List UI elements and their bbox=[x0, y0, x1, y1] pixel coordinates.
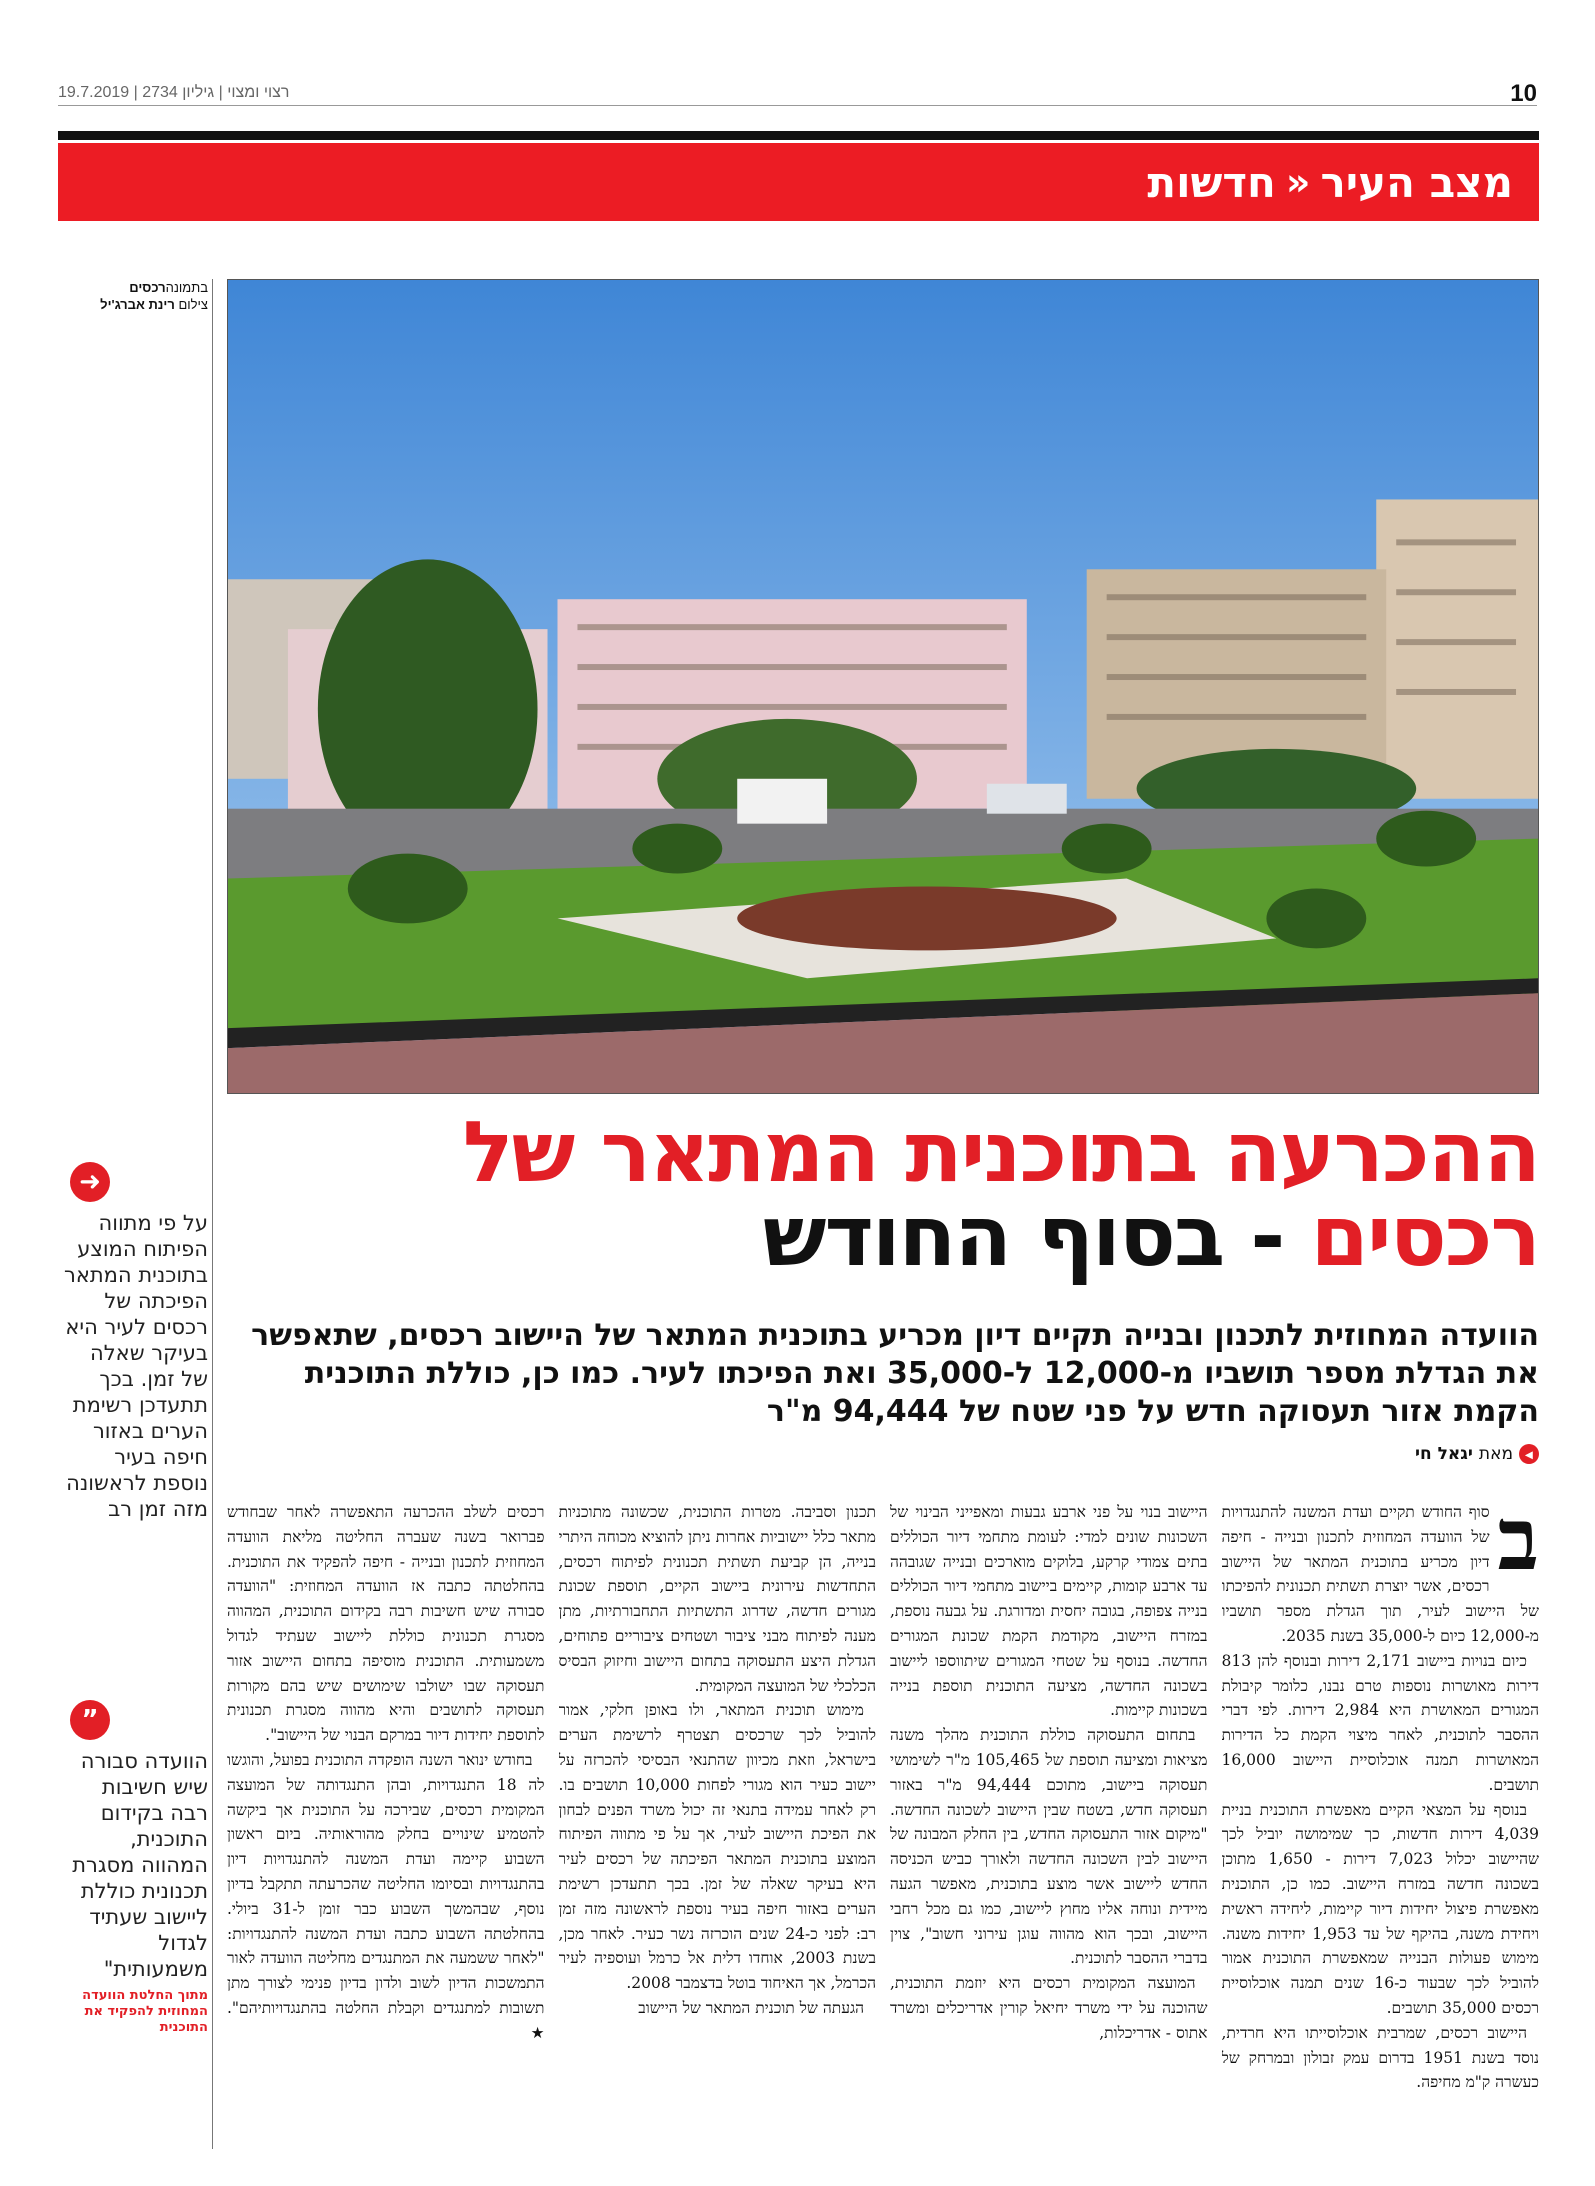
arrow-icon: ◂ bbox=[1519, 1444, 1539, 1464]
sidebar-quote-2 bbox=[58, 1700, 208, 2036]
section-sub: חדשות bbox=[1147, 157, 1276, 207]
photo-credit bbox=[58, 279, 208, 313]
column-divider bbox=[212, 279, 213, 2149]
headline-line1: ההכרעה בתוכנית המתאר של bbox=[462, 1103, 1539, 1201]
article-column-1 bbox=[1222, 1500, 1540, 2150]
subhead: הוועדה המחוזית לתכנון ובנייה תקיים דיון מכריע בתוכנית המתאר של היישוב רכסים, שתאפשר את הגדלת מספר תושביו מ-12,000 ל-35,000 ואת הפיכתו לעיר. כמו כן, כוללת התוכנית הקמת אזור תעסוקה חדש על פני שטח של 94,444 מ"ר bbox=[251, 1318, 1539, 1429]
paragraph: סוף החודש תקיים ועדת המשנה להתנגדויות של הוועדה המחוזית לתכנון ובנייה - חיפה דיון מכריע בתוכנית המתאר של היישוב רכסים, אשר יוצרת תשתית תכנונית להפיכתו של היישוב לעיר, תוך הגדלת מספר תושביו מ-12,000 כיום ל-35,000 בשנת 2035. bbox=[1221, 1503, 1539, 1645]
paragraph: היישוב רכסים, שמרבית אוכלוסייתו היא חרדית, נוסד בשנת 1951 בדרום עמק זבולון ובמרחק של כעשרה ק"מ מחיפה. bbox=[1221, 2023, 1539, 2092]
paragraph: תכנון וסביבה. מטרות התוכנית, שכשונה מתוכניות מתאר כלל יישוביות אחרות ניתן להוציא מכוחה היתרי בנייה, הן קביעת תשתית תכנונית לפיתוח רכסים, התחדשות עירונית ביישוב הקיים, תוספת שכונת מגורים חדשה, שדרוג התשתיות התחבורתיות, מתן מענה לפיתוח מבני ציבור ושטחים ציבוריים פתוחים, הגדלת היצע התעסוקה בתחום היישוב וחיזוק הבסיס הכלכלי של המועצה המקומית. bbox=[558, 1503, 876, 1695]
drop-cap: ב bbox=[1497, 1500, 1539, 1590]
section-top-rule bbox=[58, 131, 1539, 140]
chevrons-icon: « bbox=[1285, 160, 1311, 204]
article-body bbox=[227, 1500, 1539, 2150]
article-column-4 bbox=[227, 1500, 545, 2150]
article-column-2 bbox=[890, 1500, 1208, 2150]
photographer-label: צילום bbox=[178, 297, 208, 312]
byline-author: יגאל חי bbox=[1415, 1444, 1473, 1464]
byline-by: מאת bbox=[1478, 1444, 1513, 1464]
top-rule bbox=[58, 80, 1537, 106]
byline bbox=[1415, 1444, 1539, 1464]
credit-label: בתמונה bbox=[165, 280, 208, 295]
headline-line2-black: - בסוף החודש bbox=[762, 1187, 1284, 1285]
sidebar-quote-1 bbox=[58, 1162, 208, 1522]
folio: רצוי ומצוי | גיליון 2734 | 19.7.2019 bbox=[58, 84, 290, 101]
arrow-circle-icon: ➜ bbox=[70, 1162, 110, 1202]
paragraph: היישוב בנוי על פני ארבע גבעות ומאפייני הבינוי של השכונות שונים למדי: לעומת מתחמי דיור הכוללים בתים צמודי קרקע, בלוקים מוארכים ובנייה שגובהה עד ארבע קומות, קיימים ביישוב מתחמי דיור הכוללים בנייה צפופה, בגובה יחסית ומדורגת. על גבעה נוספת, במזרח היישוב, מקודמת הקמת שכונת המגורים החדשה. בנוסף על שטחי המגורים שיתווספו ליישוב בשכונה החדשה, מציעה התוכנית תוספת בנייה בשכונות קיימות. bbox=[890, 1503, 1208, 1720]
sidebar-quote-2-text: הוועדה סבורה שיש חשיבות רבה בקידום התוכנית, המהווה מסגרת תכנונית כוללת ליישוב שעתיד לגדול משמעותית" bbox=[72, 1749, 208, 1981]
headline-line2-red: רכסים bbox=[1310, 1187, 1539, 1285]
paragraph: כיום בנויות ביישוב 2,171 דירות ובנוסף להן 813 דירות מאושרות נוספות טרם נבנו, כלומר קיבולת המגורים המאושרת היא 2,984 דירות. לפי דברי ההסבר לתוכנית, לאחר מיצוי הקמת כל הדירות המאושרות תמנה אוכלוסיית היישוב 16,000 תושבים. bbox=[1221, 1651, 1539, 1794]
page-number: 10 bbox=[1510, 80, 1537, 107]
paragraph: המועצה המקומית רכסים היא יוזמת התוכנית, שהוכנה על ידי משרד יחיאל קורין אדריכלים ומשרד אתוס - אדריכלות, bbox=[890, 1974, 1208, 2042]
quote-mark-icon: ” bbox=[70, 1700, 110, 1740]
paragraph: בתחום התעסוקה כוללת התוכנית מהלך משנה מציאות ומציעה תוספת של 105,465 מ"ר לשימושי תעסוקה ביישוב, מתוכם 94,444 מ"ר באזור תעסוקה חדש, בשטח שבין היישוב לשכונה החדשה. "מיקום אזור התעסוקה החדש, בין החלק המבונה של היישוב לבין השכונה החדשה ולאורך כביש הכניסה החדש ליישוב אשר מוצע בתוכנית, מאפשר הגעה מיידית ונוחה אליו מחוץ ליישוב, כמו גם מכל רחבי היישוב, ובכך הוא מהווה עוגן עירוני חשוב", צוין בדברי ההסבר לתוכנית. bbox=[890, 1726, 1208, 1968]
paragraph: הגעתה של תוכנית המתאר של היישוב bbox=[638, 1998, 864, 2017]
sidebar-quote-2-source: מתוך החלטת הוועדה המחוזית להפקיד את התוכנית bbox=[82, 1988, 208, 2035]
section-name: מצב העיר bbox=[1320, 157, 1513, 207]
article-photo bbox=[227, 279, 1539, 1094]
credit-subject: רכסים bbox=[129, 280, 166, 295]
photo-illustration bbox=[228, 280, 1538, 1093]
paragraph: מימוש תוכנית המתאר, ולו באופן חלקי, אמור להוביל לכך שרכסים תצטרף לרשימת הערים בישראל, וזאת מכיוון שהתנאי הבסיסי להכרזה על יישוב כעיר הוא מגורי לפחות 10,000 תושבים בו. רק לאחר עמידה בתנאי זה יכול משרד הפנים לבחון את הפיכת היישוב לעיר, אך על פי מתווה הפיתוח המוצע בתוכנית המתאר הפיכתה של רכסים לעיר היא בעיקר שאלה של זמן. בכך תתעדכן רשימת הערים באזור חיפה בעיר נוספת לראשונה מזה זמן רב: לפני כ-24 שנים הוכרזה נשר כעיר. לאחר מכן, בשנת 2003, אוחדו דלית אל כרמל ועוספיה לעיר הכרמל, אך האיחוד בוטל בדצמבר 2008. bbox=[558, 1701, 876, 1993]
paragraph: רכסים לשלב ההכרעה התאפשרה לאחר שבחודש פברואר בשנה שעברה החליטה מליאת הוועדה המחוזית לתכנון ובנייה - חיפה להפקיד את התוכנית. בהחלטתה כתבה אז הוועדה המחוזית: "הוועדה סבורה שיש חשיבות רבה בקידום התוכנית, המהווה מסגרת תכנונית כוללת ליישוב שעתיד לגדול משמעותית. התוכנית מוסיפה בתחום היישוב אזור תעסוקה שבו ישולבו שימושים שיש בהם מקורות תעסוקה לתושבים והיא מהווה מסגרת תכנונית לתוספת יחידות דיור במרקם הבנוי של היישוב". bbox=[227, 1503, 545, 1745]
paragraph: בנוסף על המצאי הקיים מאפשרת התוכנית בניית 4,039 דירות חדשות, כך שמימושה יוביל לכך שהיישוב יכלול 7,023 דירות - 1,650 מתוכן בשכונה חדשה במזרח היישוב. כמו כן, התוכנית מאפשרת פיצול יחידות דיור קיימות, ליחידה ראשית ויחידת משנה, בהיקף של עד 1,953 יחידות משנה. מימוש פעולות הבנייה שמאפשרת התוכנית אמור להוביל לכך שבעוד כ-16 שנים תמנה אוכלוסיית רכסים 35,000 תושבים. bbox=[1221, 1800, 1539, 2017]
article-column-3 bbox=[559, 1500, 877, 2150]
headline bbox=[227, 1103, 1539, 1285]
section-banner bbox=[58, 143, 1539, 221]
photographer: רינת אברג'יל bbox=[100, 297, 175, 312]
paragraph: בחודש ינואר השנה הופקדה התוכנית בפועל, והוגשו לה 18 התנגדויות, ובהן התנגדותה של המועצה המקומית רכסים, שבירכה על התוכנית אך ביקשה להטמיע שינויים בחלק מהוראותיה. ביום ראשון השבוע קיימה ועדת המשנה להתנגדויות דיון בהתנגדויות ובסיומו החליטה שהכרעתה תתקבל בדיון נוסף, שבהמשך השבוע כבר זומן ל-31 ביולי. בהחלטתה השבוע כתבה ועדת המשנה להתנגדויות: "לאחר ששמעה את המתנגדים מחליטה הוועדה לאור התמשכות הדיון לשוב ולדון בדיון פנימי לצורך מתן תשובות למתנגדים וקבלת החלטה בהתנגדויותיהם". ★ bbox=[227, 1750, 545, 2042]
sidebar-quote-1-text: על פי מתווה הפיתוח המוצע בתוכנית המתאר הפיכתה של רכסים לעיר היא בעיקר שאלה של זמן. בכך תתעדכן רשימת הערים באזור חיפה בעיר נוספת לראשונה מזה זמן רב bbox=[63, 1211, 208, 1521]
